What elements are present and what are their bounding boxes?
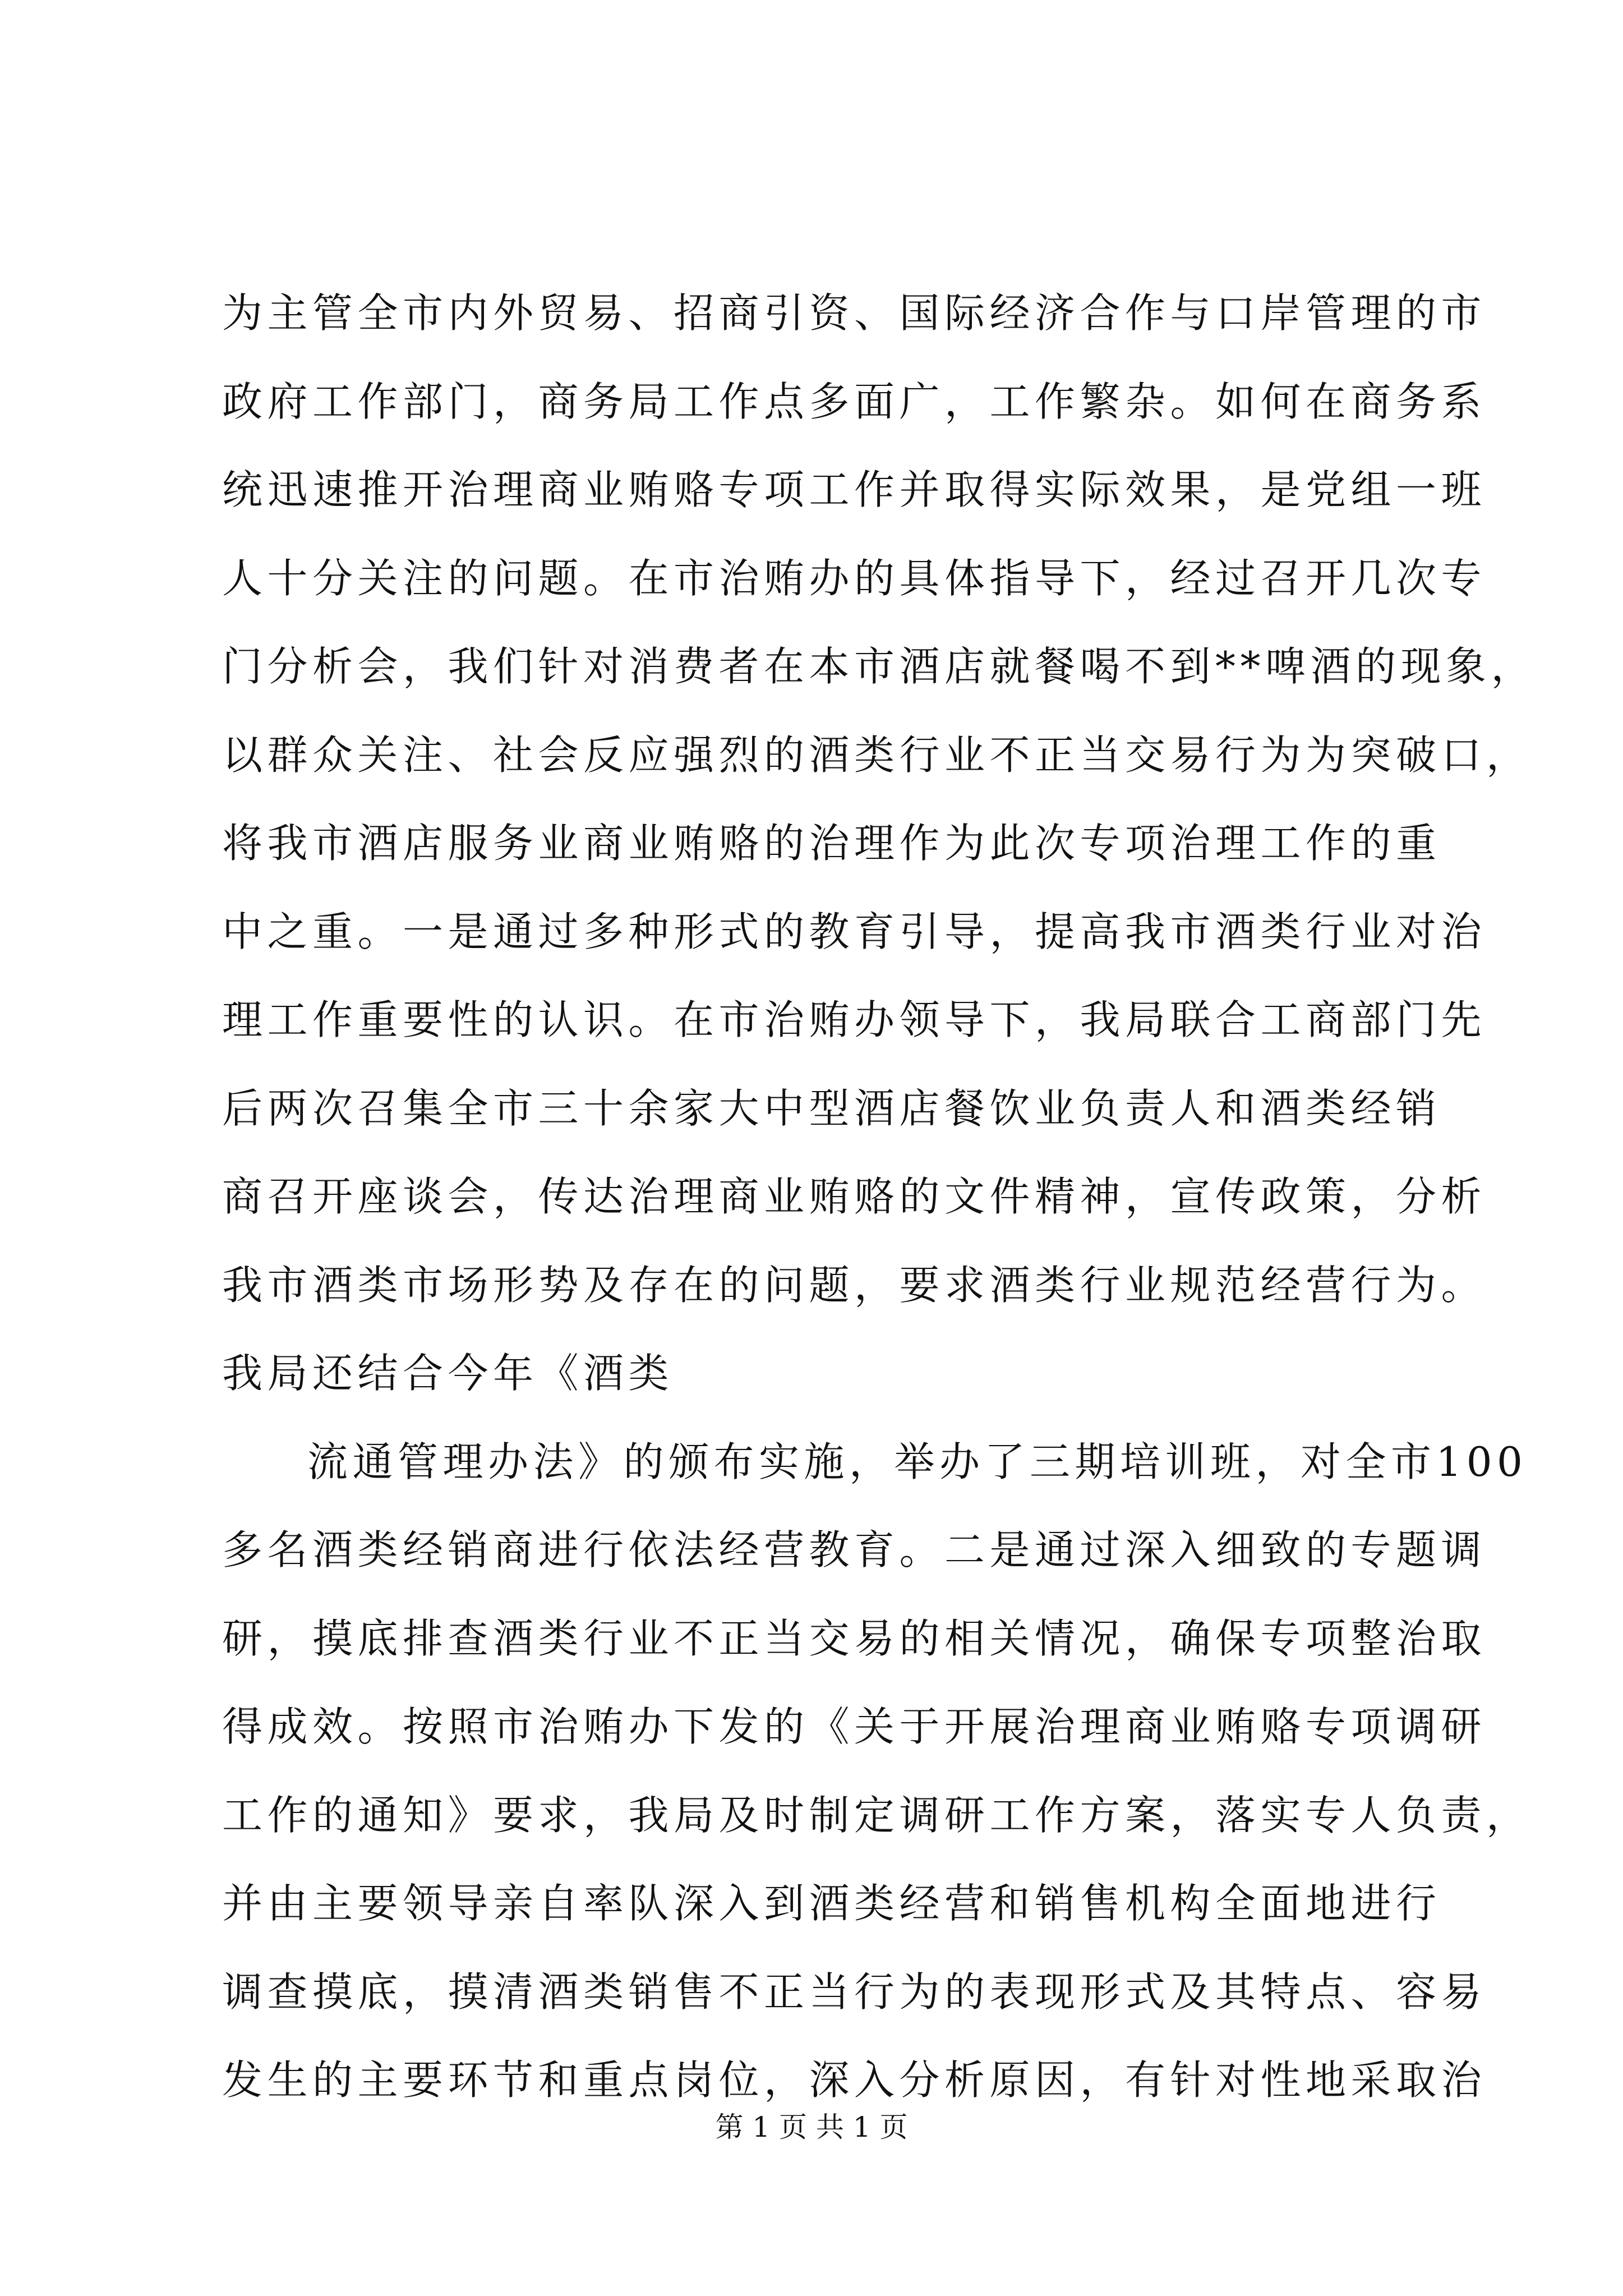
text-line: 以群众关注、社会反应强烈的酒类行业不正当交易行为为突破口， [222,731,1532,779]
text-line: 工作的通知》要求，我局及时制定调研工作方案，落实专人负责， [222,1791,1532,1839]
text-line: 为主管全市内外贸易、招商引资、国际经济合作与口岸管理的市 [222,289,1487,337]
text-line: 并由主要领导亲自率队深入到酒类经营和销售机构全面地进行 [222,1880,1441,1927]
text-line: 理工作重要性的认识。在市治贿办领导下，我局联合工商部门先 [222,996,1487,1043]
text-line: 统迅速推开治理商业贿赂专项工作并取得实际效果，是党组一班 [222,466,1487,513]
text-line: 政府工作部门，商务局工作点多面广，工作繁杂。如何在商务系 [222,378,1487,425]
body-text [222,269,1537,2125]
text-line: 多名酒类经销商进行依法经营教育。二是通过深入细致的专题调 [222,1526,1487,1573]
text-line: 我局还结合今年《酒类 [222,1350,674,1397]
page-number-footer: 第 1 页 共 1 页 [715,2111,908,2143]
text-line: 中之重。一是通过多种形式的教育引导，提高我市酒类行业对治 [222,908,1487,955]
text-line: 商召开座谈会，传达治理商业贿赂的文件精神，宣传政策，分析 [222,1173,1487,1220]
text-line: 将我市酒店服务业商业贿赂的治理作为此次专项治理工作的重 [222,820,1441,867]
text-line: 我市酒类市场形势及存在的问题，要求酒类行业规范经营行为。 [222,1261,1487,1309]
text-line: 发生的主要环节和重点岗位，深入分析原因，有针对性地采取治 [222,2056,1487,2104]
text-line: 得成效。按照市治贿办下发的《关于开展治理商业贿赂专项调研 [222,1703,1487,1750]
text-line: 门分析会，我们针对消费者在本市酒店就餐喝不到**啤酒的现象， [222,643,1537,690]
text-line: 调查摸底，摸清酒类销售不正当行为的表现形式及其特点、容易 [222,1968,1487,2016]
text-line: 研，摸底排查酒类行业不正当交易的相关情况，确保专项整治取 [222,1614,1487,1662]
text-line: 人十分关注的问题。在市治贿办的具体指导下，经过召开几次专 [222,554,1487,602]
text-line: 后两次召集全市三十余家大中型酒店餐饮业负责人和酒类经销 [222,1084,1441,1132]
paragraph-first-line: 流通管理办法》的颁布实施，举办了三期培训班，对全市100 [307,1438,1528,1485]
